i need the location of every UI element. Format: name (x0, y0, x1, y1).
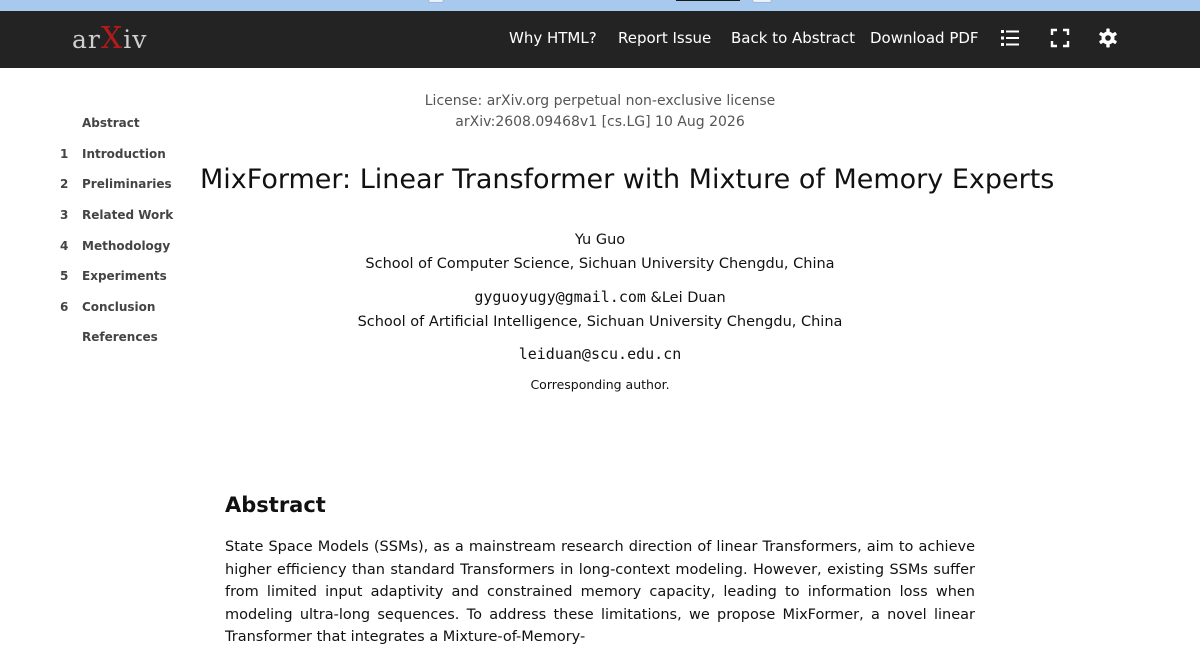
author1-email[interactable]: gyguoyugy@gmail.com (474, 288, 646, 306)
arxiv-identifier: arXiv:2608.09468v1 [cs.LG] 10 Aug 2026 (455, 114, 745, 130)
back-to-abstract-link[interactable]: Back to Abstract (731, 29, 855, 47)
report-issue-link[interactable]: Report Issue (618, 29, 712, 47)
license-block (200, 91, 1000, 133)
author1-block (200, 228, 1000, 276)
author2-email-row (200, 342, 1000, 367)
toc-item-methodology[interactable]: 4 Methodology (60, 239, 171, 253)
author2-affiliation: School of Artificial Intelligence, Sichuan University Chengdu, China (357, 314, 843, 330)
banner-close-icon[interactable] (752, 0, 772, 3)
author2-name: Lei Duan (661, 290, 726, 306)
abstract-text: State Space Models (SSMs), as a mainstream research direction of linear Transformers, aim to achieve higher efficiency than standard Transformers in long-context modeling. However, existing SSMs suffer from limited input adaptivity and constrained memory capacity, leading to information loss when modeling ultra-long sequences. To address these limitations, we propose MixFormer, a novel linear Transformer that integrates a Mixture-of-Memory- (225, 539, 975, 645)
settings-gear-icon[interactable] (1097, 27, 1119, 49)
author-joiner: & (645, 290, 662, 306)
toc-item-related-work[interactable]: 3 Related Work (60, 208, 174, 222)
toc-item-experiments[interactable]: 5 Experiments (60, 269, 167, 283)
author1-name: Yu Guo (574, 232, 626, 248)
toc-item-introduction[interactable]: 1 Introduction (60, 147, 166, 161)
list-icon[interactable] (999, 27, 1021, 49)
why-html-link[interactable]: Why HTML? (509, 29, 597, 47)
navbar (0, 11, 1200, 68)
corresponding-author-note: Corresponding author. (530, 377, 670, 392)
toc-item-references[interactable]: References (82, 330, 158, 344)
abstract-heading: Abstract (225, 493, 326, 517)
toc-item-abstract[interactable]: Abstract (82, 116, 140, 130)
author2-block (200, 285, 1000, 334)
fullscreen-icon[interactable] (1049, 27, 1071, 49)
banner-link[interactable] (676, 0, 740, 1)
toc-item-conclusion[interactable]: 6 Conclusion (60, 300, 156, 314)
top-banner (0, 0, 1200, 11)
author1-affiliation: School of Computer Science, Sichuan University Chengdu, China (365, 256, 835, 272)
arxiv-logo[interactable]: arXiv (72, 21, 148, 56)
paper-title: MixFormer: Linear Transformer with Mixture of Memory Experts (200, 164, 1055, 195)
banner-emoji-icon (428, 0, 444, 3)
toc-item-preliminaries[interactable]: 2 Preliminaries (60, 177, 172, 191)
license-text: License: arXiv.org perpetual non-exclusive license (424, 93, 776, 109)
download-pdf-link[interactable]: Download PDF (870, 29, 979, 47)
author2-email[interactable]: leiduan@scu.edu.cn (518, 345, 682, 363)
